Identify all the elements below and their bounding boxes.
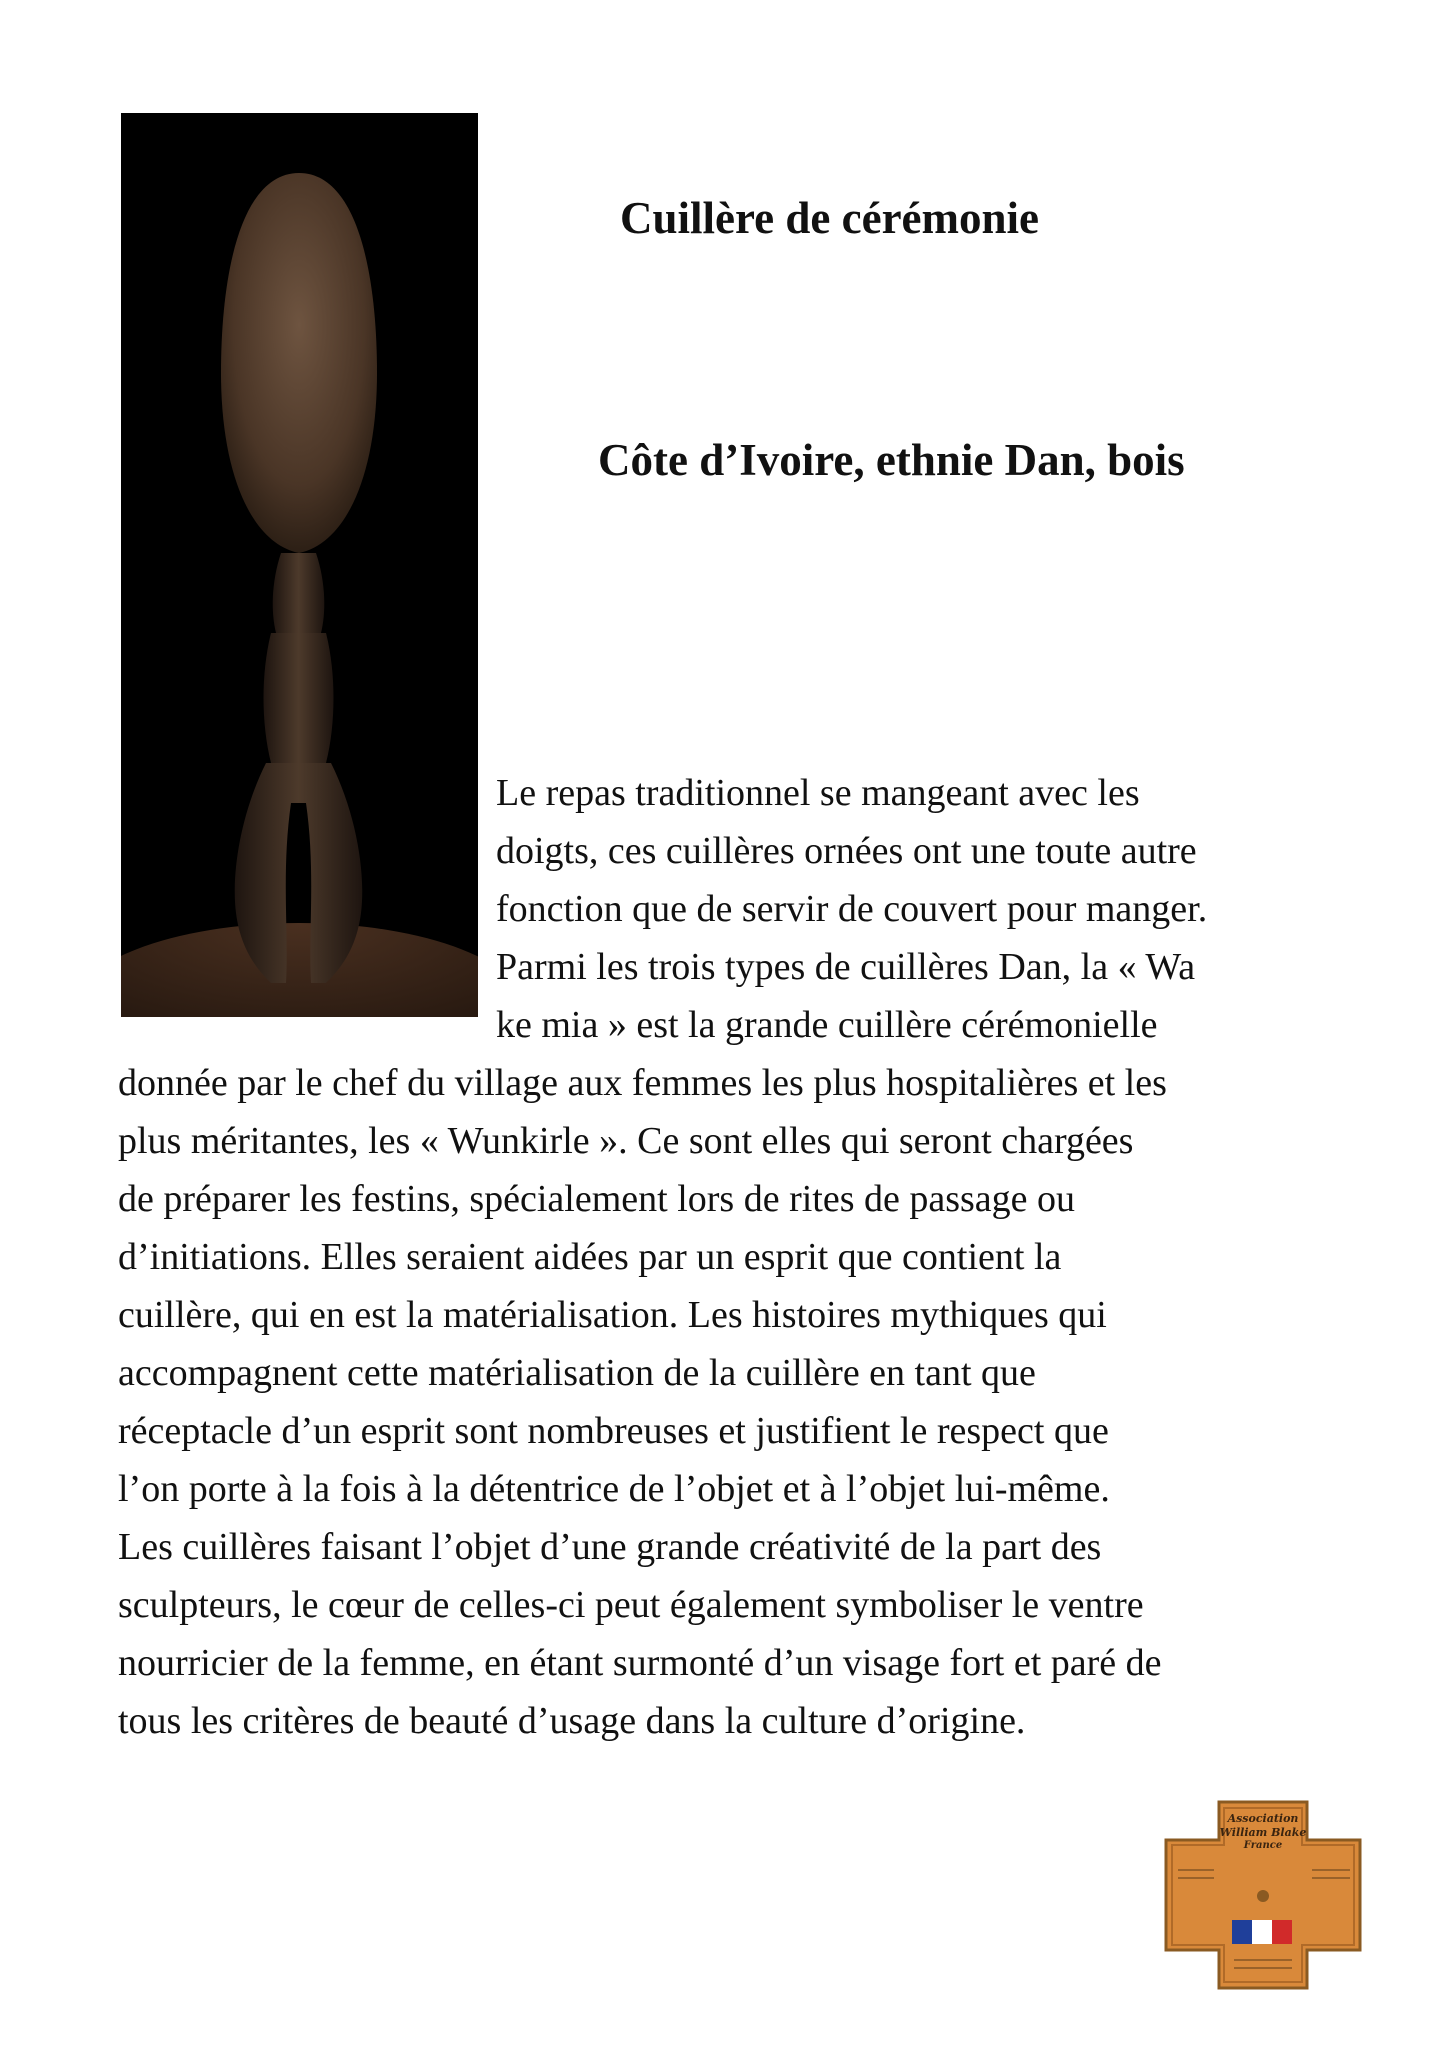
text-line: d’initiations. Elles seraient aidées par un esprit que contient la — [118, 1236, 1062, 1278]
document-subtitle: Côte d’Ivoire, ethnie Dan, bois — [598, 435, 1185, 485]
text-line: accompagnent cette matérialisation de la cuillère en tant que — [118, 1352, 1036, 1394]
text-line: doigts, ces cuillères ornées ont une toute autre — [496, 830, 1197, 872]
text-line: ke mia » est la grande cuillère cérémonielle — [496, 1004, 1158, 1046]
text-line: Le repas traditionnel se mangeant avec les — [496, 772, 1140, 814]
text-line: nourricier de la femme, en étant surmonté d’un visage fort et paré de — [118, 1642, 1162, 1684]
text-line: donnée par le chef du village aux femmes les plus hospitalières et les — [118, 1062, 1167, 1104]
body-text-wrapped — [496, 764, 1207, 1054]
spoon-bowl — [221, 173, 377, 553]
text-line: de préparer les festins, spécialement lors de rites de passage ou — [118, 1178, 1076, 1220]
text-line: plus méritantes, les « Wunkirle ». Ce sont elles qui seront chargées — [118, 1120, 1134, 1162]
text-line: réceptacle d’un esprit sont nombreuses et justifient le respect que — [118, 1410, 1109, 1452]
seal-text-line3: France — [1243, 1840, 1283, 1851]
spoon-figure-torso — [264, 633, 334, 763]
text-line: Les cuillères faisant l’objet d’une grande créativité de la part des — [118, 1526, 1102, 1568]
text-line: tous les critères de beauté d’usage dans la culture d’origine. — [118, 1700, 1026, 1742]
text-line: Parmi les trois types de cuillères Dan, la « Wa — [496, 946, 1196, 988]
association-seal — [1164, 1800, 1362, 1990]
text-line: fonction que de servir de couvert pour manger. — [496, 888, 1208, 930]
text-line: cuillère, qui en est la matérialisation. Les histoires mythiques qui — [118, 1294, 1107, 1336]
document-title: Cuillère de cérémonie — [620, 193, 1040, 243]
text-line: sculpteurs, le cœur de celles-ci peut également symboliser le ventre — [118, 1584, 1144, 1626]
spoon-photo — [121, 113, 478, 1017]
seal-text-line2: William Blake — [1219, 1826, 1307, 1839]
spoon-figure-head — [273, 553, 325, 633]
text-line: l’on porte à la fois à la détentrice de l’objet et à l’objet lui-même. — [118, 1468, 1110, 1510]
seal-text-line1: Association — [1227, 1812, 1299, 1825]
body-text-full — [118, 1054, 1167, 1750]
spoon-image — [121, 113, 478, 1017]
